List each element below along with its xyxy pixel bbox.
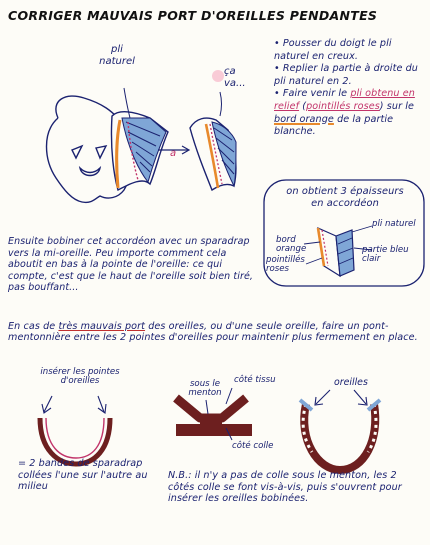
label-ca-va: ça va... xyxy=(224,66,246,89)
label-cote-colle: côté colle xyxy=(232,441,274,451)
ear-after-drawing xyxy=(190,118,236,190)
label-pli-naturel: pli naturel xyxy=(99,44,135,67)
band-chin-drawing xyxy=(176,398,252,436)
band-ears-drawing xyxy=(300,400,380,470)
paragraph-bobiner: Ensuite bobiner cet accordéon avec un sparadrap vers la mi-oreille. Peu importe comment cela aboutit en bas à la pointe de l'oreille: ce qui compte, c'est que le haut de l'oreille soit bien tiré, pas bouffant... xyxy=(8,236,254,294)
ear-before-drawing xyxy=(111,112,168,190)
cas-after: des oreilles, ou d'une seule oreille, faire un pont-mentonnière entre les 2 pointes d'oreilles pour maintenir plus fermement en place. xyxy=(8,321,418,344)
accordion-drawing xyxy=(318,228,354,276)
instruction-item: • Pousser du doigt le pli naturel en creux. xyxy=(274,38,392,62)
instruction-item: • Replier la partie à droite du pli naturel en 2. xyxy=(274,63,418,87)
cas-before: En cas de xyxy=(8,321,59,332)
paragraph-cas xyxy=(8,321,426,344)
insert-arrow-icons xyxy=(42,396,106,413)
label-bord-orange: bord orange xyxy=(276,235,307,255)
label-pli-naturel-box: pli naturel xyxy=(372,219,416,229)
paragraph-nb: N.B.: il n'y a pas de colle sous le menton, les 2 côtés colle se font vis-à-vis, puis s'ouvrent pour insérer les oreilles bobinées. xyxy=(168,470,402,505)
cas-emphasis: très mauvais port xyxy=(58,321,146,332)
arrow-text: a xyxy=(170,148,177,159)
label-cote-tissu: côté tissu xyxy=(234,375,276,385)
page-title: CORRIGER MAUVAIS PORT D'OREILLES PENDANTES xyxy=(8,8,378,23)
label-pointilles-roses: pointillés roses xyxy=(266,255,305,275)
paragraph-bandes: = 2 bandes de sparadrap collées l'une sur l'autre au milieu xyxy=(18,458,148,493)
instruction-item: • Faire venir le pli obtenu en relief (pointillés roses) sur le bord orange de la partie blanche. xyxy=(274,88,415,138)
accordion-text: on obtient 3 épaisseurs en accordéon xyxy=(286,186,404,209)
label-sous-menton: sous le menton xyxy=(188,379,222,399)
label-oreilles: oreilles xyxy=(334,377,368,388)
instructions-list xyxy=(274,38,424,139)
pink-dot xyxy=(212,70,224,82)
label-inserer: insérer les pointes d'oreilles xyxy=(40,367,120,387)
label-partie-bleu-clair: partie bleu clair xyxy=(362,245,409,265)
